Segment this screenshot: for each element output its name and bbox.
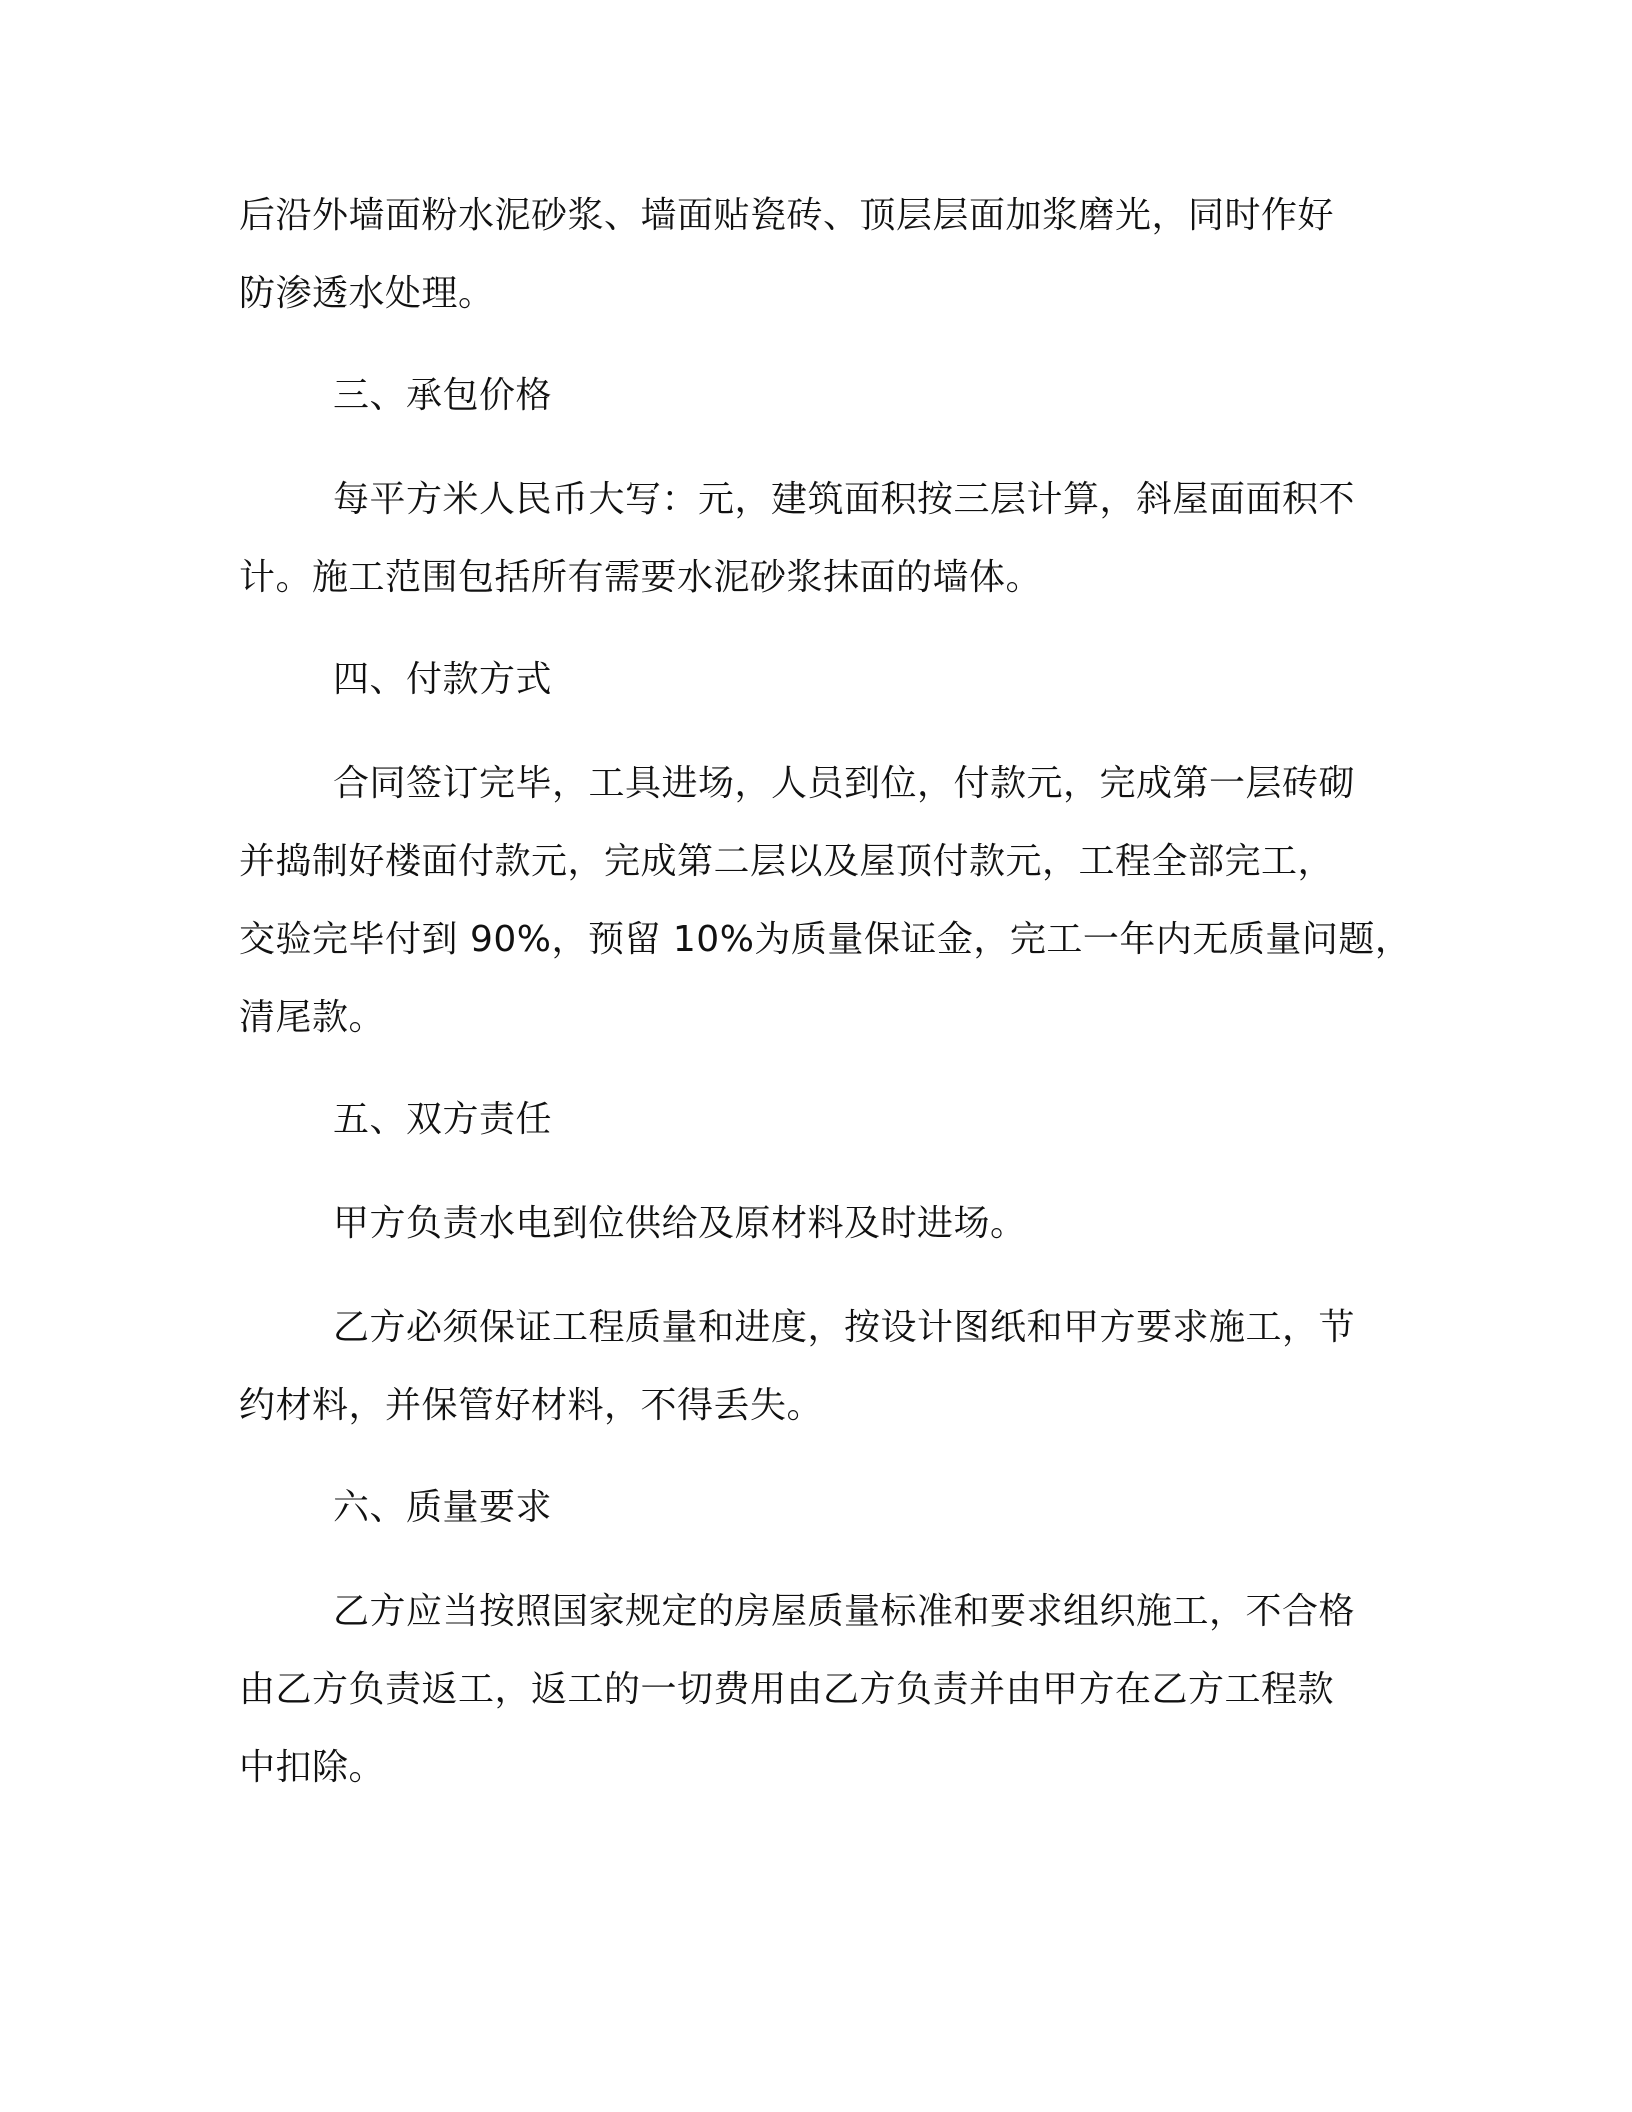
paragraph-line: 合同签订完毕，工具进场，人员到位，付款元，完成第一层砖砌 (333, 763, 1356, 804)
paragraph-line: 约材料，并保管好材料，不得丢失。 (239, 1385, 824, 1426)
paragraph-line: 防渗透水处理。 (239, 273, 495, 314)
paragraph-line: 后沿外墙面粉水泥砂浆、墙面贴瓷砖、顶层层面加浆磨光，同时作好 (239, 195, 1335, 236)
paragraph-line: 清尾款。 (239, 997, 386, 1038)
paragraph-line: 每平方米人民币大写：元，建筑面积按三层计算，斜屋面面积不 (333, 479, 1356, 520)
paragraph-line: 乙方应当按照国家规定的房屋质量标准和要求组织施工，不合格 (333, 1591, 1356, 1632)
section-heading: 四、付款方式 (333, 659, 553, 700)
section-heading: 三、承包价格 (333, 375, 553, 416)
paragraph-line: 乙方必须保证工程质量和进度，按设计图纸和甲方要求施工，节 (333, 1307, 1356, 1348)
paragraph-line: 由乙方负责返工，返工的一切费用由乙方负责并由甲方在乙方工程款 (239, 1669, 1335, 1710)
section-heading: 五、双方责任 (333, 1099, 553, 1140)
paragraph-line: 计。施工范围包括所有需要水泥砂浆抹面的墙体。 (239, 557, 1043, 598)
paragraph-line: 并捣制好楼面付款元，完成第二层以及屋顶付款元，工程全部完工， (239, 841, 1335, 882)
paragraph-line: 甲方负责水电到位供给及原材料及时进场。 (333, 1203, 1027, 1244)
paragraph-line: 交验完毕付到 90%，预留 10%为质量保证金，完工一年内无质量问题， (239, 919, 1412, 960)
section-heading: 六、质量要求 (333, 1487, 553, 1528)
paragraph-line: 中扣除。 (239, 1747, 386, 1788)
